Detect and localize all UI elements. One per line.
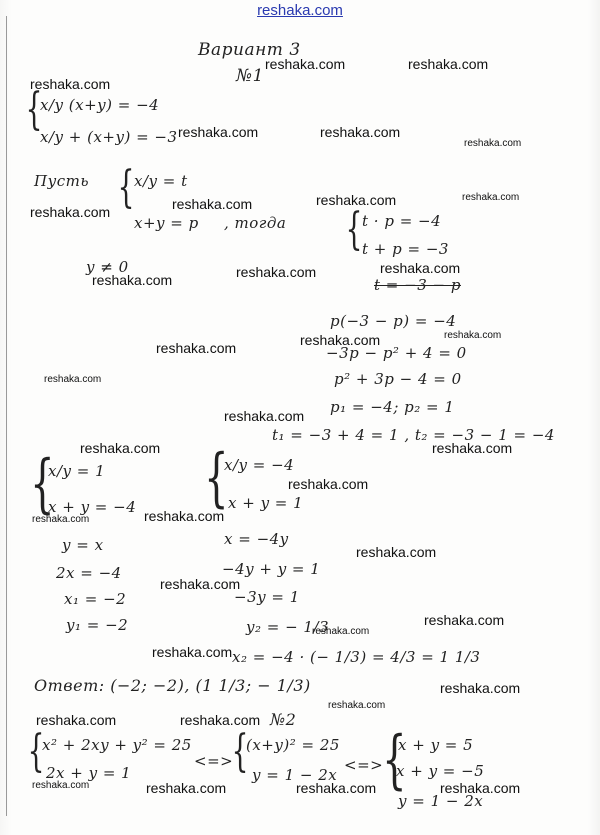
solve-step-4: p₁ = −4; p₂ = 1 [330, 398, 455, 416]
condition-y: y ≠ 0 [86, 258, 129, 276]
watermark: reshaka.com [224, 408, 305, 424]
watermark: reshaka.com [462, 192, 520, 203]
system2b-eq1: (x+y)² = 25 [246, 736, 340, 754]
watermark: reshaka.com [156, 340, 237, 356]
system1-eq2: x/y + (x+y) = −3 [40, 128, 178, 146]
system2c-eq1: x + y = 5 [398, 736, 474, 754]
system-brace: { [117, 162, 135, 213]
page-edge-line [6, 16, 7, 816]
watermark: reshaka.com [236, 264, 317, 280]
watermark: reshaka.com [92, 272, 173, 288]
solve-step-5: t₁ = −3 + 4 = 1 , t₂ = −3 − 1 = −4 [272, 426, 555, 444]
system2c-eq2: x + y = −5 [396, 762, 485, 780]
watermark: reshaka.com [432, 440, 513, 456]
watermark: reshaka.com [178, 124, 259, 140]
solve-step-3: p² + 3p − 4 = 0 [334, 370, 462, 388]
watermark: reshaka.com [144, 508, 225, 524]
watermark: reshaka.com [408, 56, 489, 72]
let-word: Пусть [34, 172, 90, 190]
system-brace: { [231, 726, 249, 777]
system-brace: { [345, 204, 363, 255]
watermark: reshaka.com [440, 780, 521, 796]
watermark: reshaka.com [424, 612, 505, 628]
watermark: reshaka.com [356, 544, 437, 560]
task1-number: №1 [236, 66, 264, 86]
case1-step-1: y = x [62, 536, 104, 554]
watermark: reshaka.com [444, 330, 502, 341]
case1-eq1: x/y = 1 [48, 462, 106, 480]
def-t: x/y = t [134, 172, 188, 190]
system2-eq1: x² + 2xy + y² = 25 [42, 736, 192, 754]
express-t: t = −3 − p [374, 276, 461, 294]
watermark: reshaka.com [180, 712, 261, 728]
case2-step-2: −4y + y = 1 [222, 560, 321, 578]
watermark: reshaka.com [44, 374, 102, 385]
solve-step-1: p(−3 − p) = −4 [330, 312, 457, 330]
watermark: reshaka.com [320, 124, 401, 140]
case2-eq2: x + y = 1 [228, 494, 304, 512]
watermark: reshaka.com [160, 576, 241, 592]
system-brace: { [204, 441, 229, 515]
watermark: reshaka.com [312, 626, 370, 637]
solve-step-2: −3p − p² + 4 = 0 [326, 344, 467, 362]
site-header-link[interactable]: reshaka.com [257, 2, 343, 19]
case1-eq2: x + y = −4 [48, 498, 137, 516]
case1-step-4: y₁ = −2 [66, 616, 129, 634]
case2-step-4: y₂ = − 1/3 [246, 618, 330, 636]
case1-step-2: 2x = −4 [56, 564, 122, 582]
system2-eq2: 2x + y = 1 [46, 764, 132, 782]
system-brace: { [27, 726, 45, 777]
equivalence-arrow: <=> [194, 752, 234, 770]
watermark: reshaka.com [300, 332, 381, 348]
system-brace: { [30, 447, 55, 521]
task2-number: №2 [270, 710, 297, 729]
watermark: reshaka.com [440, 680, 521, 696]
then-word: , тогда [224, 214, 287, 232]
variant-heading: Вариант 3 [198, 40, 301, 60]
watermark: reshaka.com [296, 780, 377, 796]
equivalence-arrow: <=> [344, 756, 384, 774]
case1-step-3: x₁ = −2 [64, 590, 127, 608]
new-system-eq2: t + p = −3 [362, 240, 449, 258]
case2-step-3: −3y = 1 [234, 588, 300, 606]
watermark: reshaka.com [172, 196, 253, 212]
watermark: reshaka.com [316, 192, 397, 208]
watermark: reshaka.com [265, 56, 346, 72]
system2c-eq3: y = 1 − 2x [398, 792, 484, 810]
system1-eq1: x/y (x+y) = −4 [40, 96, 160, 114]
watermark: reshaka.com [80, 440, 161, 456]
system-brace: { [382, 723, 407, 797]
system2b-eq2: y = 1 − 2x [252, 766, 338, 784]
watermark: reshaka.com [152, 644, 233, 660]
watermark: reshaka.com [146, 780, 227, 796]
case2-eq1: x/y = −4 [224, 456, 295, 474]
case2-step-1: x = −4y [224, 530, 289, 548]
case2-step-5: x₂ = −4 · (− 1/3) = 4/3 = 1 1/3 [232, 648, 481, 666]
watermark: reshaka.com [32, 514, 90, 525]
watermark: reshaka.com [32, 780, 90, 791]
system-brace: { [25, 84, 43, 135]
watermark: reshaka.com [36, 712, 117, 728]
watermark: reshaka.com [380, 260, 461, 276]
watermark: reshaka.com [30, 76, 111, 92]
answer: Ответ: (−2; −2), (1 1/3; − 1/3) [34, 676, 311, 695]
watermark: reshaka.com [30, 204, 111, 220]
def-p: x+y = p [134, 214, 199, 232]
watermark: reshaka.com [464, 138, 522, 149]
new-system-eq1: t · p = −4 [362, 212, 442, 230]
watermark: reshaka.com [288, 476, 369, 492]
watermark: reshaka.com [328, 700, 386, 711]
